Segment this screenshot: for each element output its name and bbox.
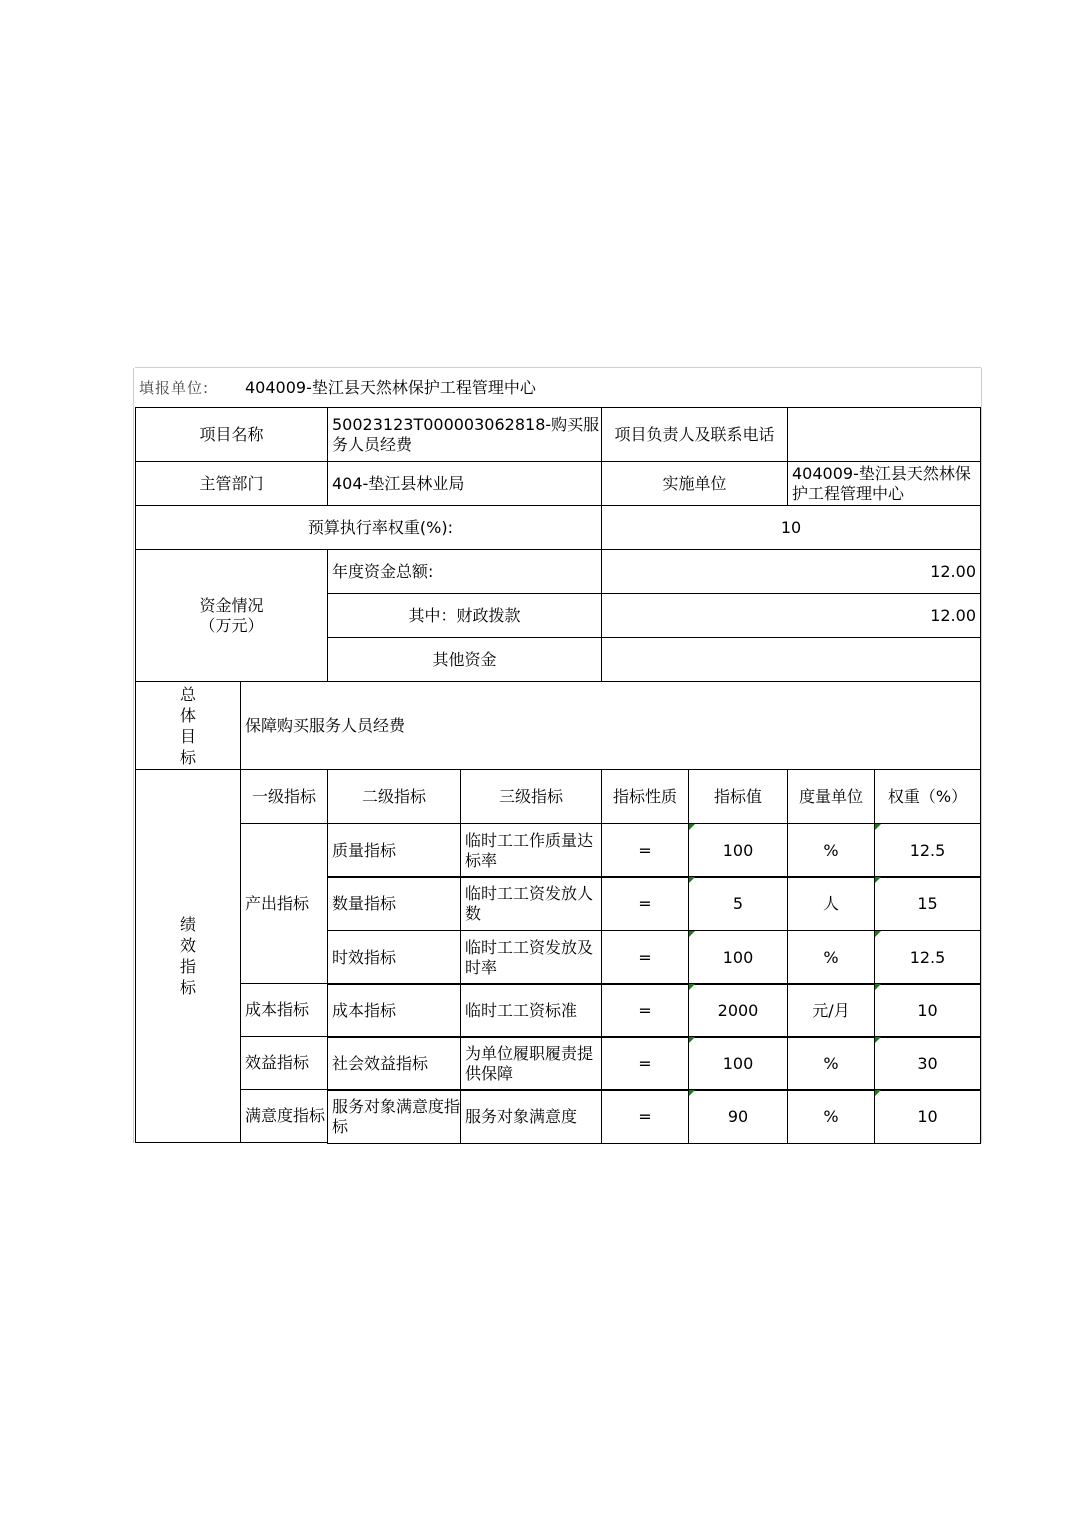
header-value: 指标值 bbox=[688, 769, 788, 824]
overall-goal-label bbox=[135, 681, 241, 770]
unit-cell bbox=[787, 876, 875, 931]
value-cell bbox=[688, 1089, 788, 1144]
weight-cell-text: 15 bbox=[917, 893, 938, 913]
project-leader-value bbox=[787, 407, 981, 462]
nature-cell bbox=[601, 876, 689, 931]
nature-cell bbox=[601, 823, 689, 878]
implementing-unit-value: 404009-垫江县天然林保护工程管理中心 bbox=[787, 461, 981, 506]
comment-marker-icon bbox=[875, 877, 881, 883]
value-cell bbox=[688, 983, 788, 1038]
header-level2: 二级指标 bbox=[327, 769, 461, 824]
level3-cell-text: 为单位履职履责提供保障 bbox=[465, 1043, 594, 1083]
unit-cell-text: % bbox=[823, 1106, 839, 1126]
value-cell-text: 90 bbox=[727, 1106, 749, 1126]
comment-marker-icon bbox=[689, 1090, 695, 1096]
level3-cell-text: 临时工工资标准 bbox=[465, 1000, 578, 1020]
nature-cell bbox=[601, 1089, 689, 1144]
overall-goal-value: 保障购买服务人员经费 bbox=[240, 681, 981, 770]
other-funds-value bbox=[601, 637, 981, 682]
performance-char: 标 bbox=[179, 978, 196, 997]
value-cell-text: 2000 bbox=[717, 1000, 759, 1020]
weight-cell-text: 10 bbox=[917, 1106, 938, 1126]
level3-cell-text: 服务对象满意度 bbox=[465, 1106, 578, 1126]
level2-cell bbox=[327, 930, 461, 985]
nature-cell bbox=[601, 930, 689, 985]
level3-cell-text: 临时工工资发放人数 bbox=[465, 883, 594, 923]
overall-goal-char: 体 bbox=[179, 705, 196, 725]
level2-cell-text: 数量指标 bbox=[332, 893, 397, 913]
nature-cell bbox=[601, 983, 689, 1038]
nature-cell-text: = bbox=[638, 1053, 652, 1073]
comment-marker-icon bbox=[689, 877, 695, 883]
overall-goal-char: 总 bbox=[179, 684, 196, 704]
unit-cell-text: 元/月 bbox=[812, 1000, 850, 1020]
value-cell bbox=[688, 1036, 788, 1091]
level3-cell bbox=[460, 930, 602, 985]
level2-cell bbox=[327, 1036, 461, 1091]
other-funds-label: 其他资金 bbox=[327, 637, 602, 682]
level3-cell bbox=[460, 983, 602, 1038]
weight-cell bbox=[874, 823, 981, 878]
annual-total-value: 12.00 bbox=[601, 549, 981, 594]
annual-total-label: 年度资金总额: bbox=[327, 549, 602, 594]
level2-cell bbox=[327, 823, 461, 878]
overall-goal-char: 标 bbox=[179, 747, 196, 767]
level1-satisfaction: 满意度指标 bbox=[240, 1089, 328, 1143]
unit-cell-text: % bbox=[823, 947, 839, 967]
project-name-label: 项目名称 bbox=[135, 407, 328, 462]
level3-cell bbox=[460, 823, 602, 878]
level1-output: 产出指标 bbox=[240, 823, 328, 984]
department-label: 主管部门 bbox=[135, 461, 328, 506]
level1-cost: 成本指标 bbox=[240, 983, 328, 1037]
performance-char: 效 bbox=[179, 936, 196, 955]
comment-marker-icon bbox=[875, 931, 881, 937]
value-cell bbox=[688, 876, 788, 931]
value-cell bbox=[688, 930, 788, 985]
fiscal-allocation-value: 12.00 bbox=[601, 593, 981, 638]
nature-cell-text: = bbox=[638, 840, 652, 860]
department-value: 404-垫江县林业局 bbox=[327, 461, 602, 506]
level3-cell-text: 临时工工作质量达标率 bbox=[465, 830, 594, 870]
unit-cell-text: % bbox=[823, 1053, 839, 1073]
implementing-unit-label: 实施单位 bbox=[601, 461, 788, 506]
level3-cell bbox=[460, 1089, 602, 1144]
value-cell-text: 100 bbox=[722, 840, 754, 860]
comment-marker-icon bbox=[875, 1037, 881, 1043]
performance-char: 指 bbox=[179, 957, 196, 976]
header-nature: 指标性质 bbox=[601, 769, 689, 824]
header-level1: 一级指标 bbox=[240, 769, 328, 824]
funds-label-text: 资金情况 （万元） bbox=[199, 595, 264, 635]
level3-cell-text: 临时工工资发放及时率 bbox=[465, 937, 594, 977]
weight-cell bbox=[874, 876, 981, 931]
overall-goal-char: 目 bbox=[179, 726, 196, 746]
comment-marker-icon bbox=[689, 1037, 695, 1043]
value-cell-text: 5 bbox=[732, 893, 744, 913]
unit-cell bbox=[787, 930, 875, 985]
weight-cell bbox=[874, 1089, 981, 1144]
header-weight: 权重（%） bbox=[874, 769, 981, 824]
unit-cell-text: % bbox=[823, 840, 839, 860]
fiscal-allocation-label: 其中：财政拨款 bbox=[327, 593, 602, 638]
weight-cell bbox=[874, 930, 981, 985]
level3-cell bbox=[460, 876, 602, 931]
nature-cell-text: = bbox=[638, 1106, 652, 1126]
performance-char: 绩 bbox=[179, 915, 196, 934]
comment-marker-icon bbox=[689, 931, 695, 937]
level2-cell bbox=[327, 876, 461, 931]
weight-cell-text: 10 bbox=[917, 1000, 938, 1020]
unit-cell bbox=[787, 1089, 875, 1144]
budget-weight-value: 10 bbox=[601, 505, 981, 550]
value-cell bbox=[688, 823, 788, 878]
level2-cell-text: 质量指标 bbox=[332, 840, 397, 860]
level2-cell-text: 社会效益指标 bbox=[332, 1053, 429, 1073]
nature-cell bbox=[601, 1036, 689, 1091]
level2-cell-text: 服务对象满意度指标 bbox=[332, 1096, 461, 1136]
weight-cell-text: 12.5 bbox=[909, 947, 946, 967]
project-name-value: 50023123T000003062818-购买服务人员经费 bbox=[327, 407, 602, 462]
unit-cell bbox=[787, 983, 875, 1038]
level2-cell bbox=[327, 983, 461, 1038]
funds-label bbox=[135, 549, 328, 682]
nature-cell-text: = bbox=[638, 947, 652, 967]
weight-cell bbox=[874, 983, 981, 1038]
value-cell-text: 100 bbox=[722, 947, 754, 967]
comment-marker-icon bbox=[689, 984, 695, 990]
level2-cell-text: 成本指标 bbox=[332, 1000, 397, 1020]
weight-cell bbox=[874, 1036, 981, 1091]
comment-marker-icon bbox=[689, 824, 695, 830]
unit-cell-text: 人 bbox=[822, 893, 839, 913]
budget-weight-label: 预算执行率权重(%): bbox=[135, 505, 602, 550]
comment-marker-icon bbox=[875, 1090, 881, 1096]
header-level3: 三级指标 bbox=[460, 769, 602, 824]
weight-cell-text: 12.5 bbox=[909, 840, 946, 860]
level3-cell bbox=[460, 1036, 602, 1091]
nature-cell-text: = bbox=[638, 1000, 652, 1020]
level2-cell bbox=[327, 1089, 461, 1144]
reporting-unit-value: 404009-垫江县天然林保护工程管理中心 bbox=[245, 378, 536, 397]
unit-cell bbox=[787, 1036, 875, 1091]
level2-cell-text: 时效指标 bbox=[332, 947, 397, 967]
unit-cell bbox=[787, 823, 875, 878]
weight-cell-text: 30 bbox=[917, 1053, 938, 1073]
project-leader-label: 项目负责人及联系电话 bbox=[601, 407, 788, 462]
header-unit: 度量单位 bbox=[787, 769, 875, 824]
comment-marker-icon bbox=[875, 984, 881, 990]
reporting-unit-label: 填报单位: bbox=[139, 379, 210, 397]
comment-marker-icon bbox=[875, 824, 881, 830]
performance-label bbox=[135, 769, 241, 1143]
value-cell-text: 100 bbox=[722, 1053, 754, 1073]
level1-benefit: 效益指标 bbox=[240, 1036, 328, 1090]
nature-cell-text: = bbox=[638, 893, 652, 913]
